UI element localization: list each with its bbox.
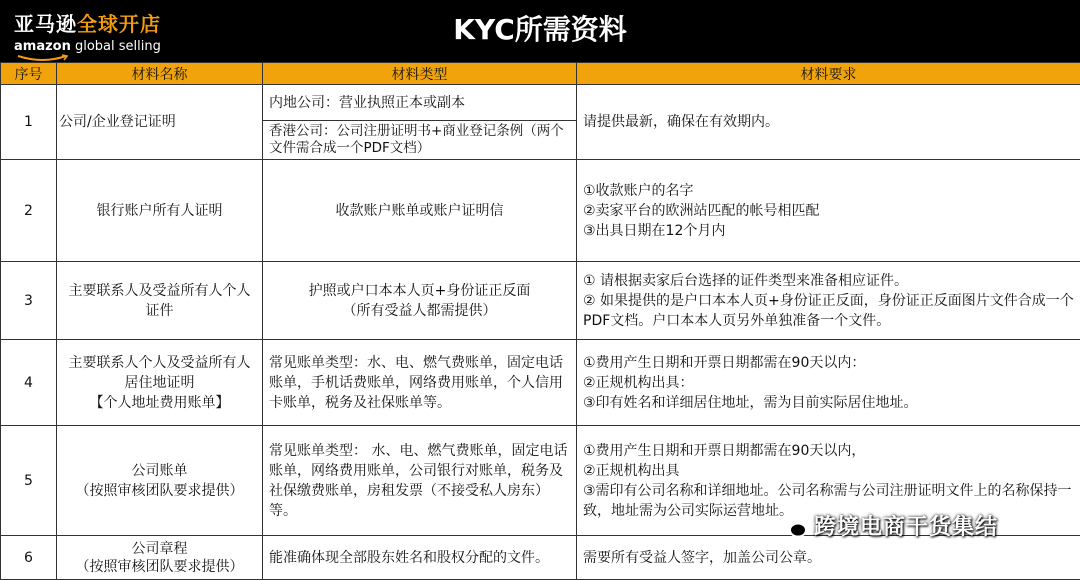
- material-name: 公司章程 （按照审核团队要求提供）: [57, 536, 263, 580]
- logo-sub-text: global selling: [71, 39, 161, 54]
- material-requirement: ①收款账户的名字 ②卖家平台的欧洲站匹配的帐号相匹配 ③出具日期在12个月内: [577, 160, 1080, 262]
- material-type: 护照或户口本本人页+身份证正反面 （所有受益人都需提供）: [263, 262, 577, 340]
- table-header-row: [1, 63, 1080, 85]
- wechat-icon: [780, 517, 808, 539]
- page-title: KYC所需资料: [0, 8, 1080, 48]
- row-number: 3: [1, 262, 57, 340]
- col-header-requirements: 材料要求: [577, 63, 1080, 85]
- material-type: 内地公司：营业执照正本或副本: [263, 85, 577, 121]
- material-name: 公司账单 （按照审核团队要求提供）: [57, 426, 263, 536]
- material-type: 香港公司：公司注册证明书+商业登记条例（两个文件需合成一个PDF文档）: [263, 121, 577, 160]
- col-header-material-type: 材料类型: [263, 63, 577, 85]
- table-row: [1, 536, 1080, 580]
- material-type: 常见账单类型： 水、电、燃气费账单，固定电话账单，网络费用账单，公司银行对账单，税务及社保缴费账单，房租发票（不接受私人房东）等。: [263, 426, 577, 536]
- logo-cn-text: 亚马逊: [14, 12, 77, 36]
- material-name: 银行账户所有人证明: [57, 160, 263, 262]
- material-name: 主要联系人及受益所有人个人证件: [57, 262, 263, 340]
- row-number: 5: [1, 426, 57, 536]
- col-header-material-name: 材料名称: [57, 63, 263, 85]
- material-requirement: 请提供最新，确保在有效期内。: [577, 85, 1080, 160]
- material-type: 常见账单类型：水、电、燃气费账单，固定电话账单，手机话费账单，网络费用账单，个人信用卡账单，税务及社保账单等。: [263, 340, 577, 426]
- material-name: 主要联系人个人及受益所有人居住地证明 【个人地址费用账单】: [57, 340, 263, 426]
- amazon-smile-icon: [16, 54, 70, 62]
- table-row: [1, 340, 1080, 426]
- table-row: [1, 85, 1080, 121]
- row-number: 6: [1, 536, 57, 580]
- row-number: 4: [1, 340, 57, 426]
- material-requirement: ①费用产生日期和开票日期都需在90天以内， ②正规机构出具 ③需印有公司名称和详细地址。公司名称需与公司注册证明文件上的名称保持一致，地址需为公司实际运营地址。: [577, 426, 1080, 536]
- material-requirement: ① 请根据卖家后台选择的证件类型来准备相应证件。 ② 如果提供的是户口本本人页+身份证正反面，身份证正反面图片文件合成一个PDF文档。户口本本人页另外单独准备一个文件。: [577, 262, 1080, 340]
- row-number: 1: [1, 85, 57, 160]
- table-row: [1, 160, 1080, 262]
- material-type: 收款账户账单或账户证明信: [263, 160, 577, 262]
- watermark: [780, 510, 998, 541]
- kyc-table: [0, 62, 1080, 580]
- logo-brand-text: amazon: [14, 39, 71, 54]
- col-header-number: 序号: [1, 63, 57, 85]
- material-requirement: 需要所有受益人签字，加盖公司公章。: [577, 536, 1080, 580]
- watermark-text: 跨境电商干货集结: [814, 515, 998, 540]
- material-type: 能准确体现全部股东姓名和股权分配的文件。: [263, 536, 577, 580]
- row-number: 2: [1, 160, 57, 262]
- logo-cn-accent-text: 全球开店: [77, 12, 161, 36]
- header-bar: [0, 0, 1080, 62]
- material-requirement: ①费用产生日期和开票日期都需在90天以内： ②正规机构出具： ③印有姓名和详细居住地址，需为目前实际居住地址。: [577, 340, 1080, 426]
- material-name: 公司/企业登记证明: [57, 85, 263, 160]
- table-row: [1, 262, 1080, 340]
